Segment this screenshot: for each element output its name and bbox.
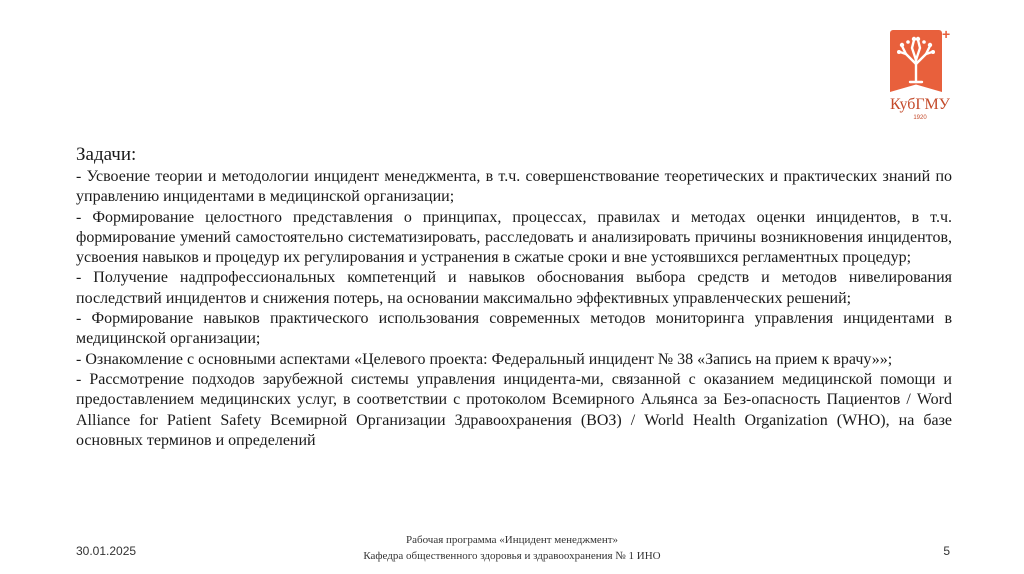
footer-caption — [300, 532, 724, 564]
task-item-6: - Рассмотрение подходов зарубежной системы управления инцидента-ми, связанной с оказанием медицинской помощи и предоставлением медицинских услуг, в соответствии с протоколом Всемирного Альянса за Без-опасность Пациентов / Word Alliance for Patient Safety Всемирной Организации Здравоохранения (ВОЗ) / World Health Organization (WHO), на базе основных терминов и определений — [76, 370, 952, 449]
task-item-1: - Усвоение теории и методологии инцидент менеджмента, в т.ч. совершенствование теоретических и практических знаний по управлению инцидентами в медицинской организации; — [76, 168, 952, 206]
footer-date: 30.01.2025 — [76, 544, 137, 558]
logo-plus-mark: + — [942, 26, 951, 42]
footer-department: Кафедра общественного здоровья и здравоохранения № 1 ИНО — [363, 550, 661, 562]
logo-name: КубГМУ — [890, 96, 950, 113]
footer-program-title: Рабочая программа «Инцидент менеджмент» — [405, 534, 619, 546]
tree-book-emblem-icon — [890, 30, 942, 92]
task-item-4: - Формирование навыков практического использования современных методов мониторинга управления инцидентами в медицинской организации; — [76, 310, 952, 348]
slide-content — [76, 143, 952, 451]
task-item-2: - Формирование целостного представления о принципах, процессах, правилах и методах оценки инцидентов, в т.ч. формирование умений самостоятельно систематизировать, расследовать и анализировать причины возникновения инцидентов, усвоения навыков и процедур их регулирования и устранения в сжатые сроки и вне устоявшихся регламентных процедур; — [76, 208, 952, 267]
page-number: 5 — [943, 544, 950, 558]
university-logo — [884, 26, 956, 130]
task-item-3: - Получение надпрофессиональных компетенций и навыков обоснования выбора средств и методов нивелирования последствий инцидентов и снижения потерь, на основании максимально эффективных управленческих решений; — [76, 269, 952, 307]
slide-heading: Задачи: — [76, 144, 137, 165]
task-item-5: - Ознакомление с основными аспектами «Целевого проекта: Федеральный инцидент № 38 «Запись на прием к врачу»»; — [76, 350, 893, 368]
logo-year: 1920 — [913, 115, 927, 121]
